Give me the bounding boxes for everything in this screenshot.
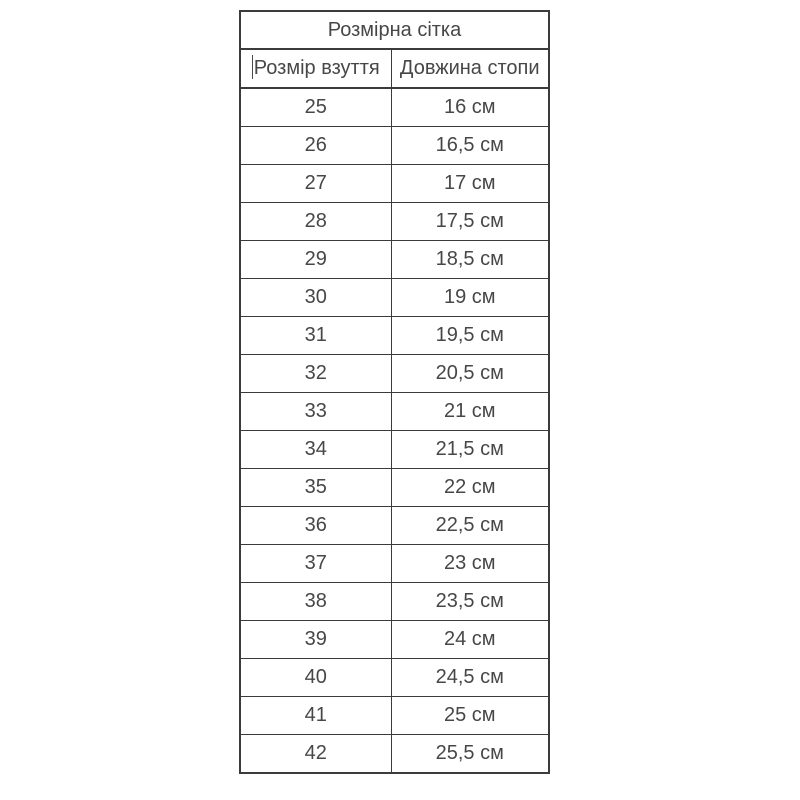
foot-length-cell: 24 см [391,621,549,659]
size-chart-table [239,10,550,774]
shoe-size-cell: 26 [240,127,391,165]
foot-length-cell: 19,5 см [391,317,549,355]
foot-length-cell: 21,5 см [391,431,549,469]
foot-length-cell: 16 см [391,88,549,127]
shoe-size-cell: 35 [240,469,391,507]
foot-length-cell: 24,5 см [391,659,549,697]
text-caret [252,55,253,79]
table-title-row [240,11,549,49]
table-row [240,431,549,469]
column-header-shoe-size-label: Розмір взуття [253,57,380,79]
table-row [240,469,549,507]
table-row [240,659,549,697]
foot-length-cell: 19 см [391,279,549,317]
foot-length-cell: 23,5 см [391,583,549,621]
table-row [240,88,549,127]
table-title: Розмірна сітка [240,11,549,49]
foot-length-cell: 23 см [391,545,549,583]
table-row [240,621,549,659]
foot-length-cell: 25,5 см [391,735,549,774]
foot-length-cell: 21 см [391,393,549,431]
table-row [240,165,549,203]
shoe-size-cell: 36 [240,507,391,545]
foot-length-cell: 25 см [391,697,549,735]
table-row [240,583,549,621]
table-body [240,88,549,773]
shoe-size-cell: 32 [240,355,391,393]
shoe-size-cell: 33 [240,393,391,431]
shoe-size-cell: 39 [240,621,391,659]
foot-length-cell: 22 см [391,469,549,507]
table-row [240,241,549,279]
foot-length-cell: 22,5 см [391,507,549,545]
table-header-row [240,49,549,88]
shoe-size-cell: 25 [240,88,391,127]
shoe-size-cell: 30 [240,279,391,317]
table-row [240,203,549,241]
table-row [240,735,549,774]
shoe-size-cell: 27 [240,165,391,203]
shoe-size-cell: 34 [240,431,391,469]
foot-length-cell: 16,5 см [391,127,549,165]
table-row [240,697,549,735]
shoe-size-cell: 28 [240,203,391,241]
shoe-size-cell: 42 [240,735,391,774]
table-row [240,355,549,393]
table-row [240,393,549,431]
shoe-size-cell: 40 [240,659,391,697]
shoe-size-cell: 41 [240,697,391,735]
table-row [240,279,549,317]
table-row [240,507,549,545]
shoe-size-cell: 37 [240,545,391,583]
shoe-size-cell: 29 [240,241,391,279]
foot-length-cell: 17,5 см [391,203,549,241]
table-row [240,317,549,355]
column-header-shoe-size [240,49,391,88]
foot-length-cell: 17 см [391,165,549,203]
column-header-foot-length [391,49,549,88]
shoe-size-cell: 38 [240,583,391,621]
shoe-size-cell: 31 [240,317,391,355]
table-row [240,545,549,583]
table-row [240,127,549,165]
foot-length-cell: 18,5 см [391,241,549,279]
column-header-foot-length-label: Довжина стопи [399,57,540,79]
foot-length-cell: 20,5 см [391,355,549,393]
